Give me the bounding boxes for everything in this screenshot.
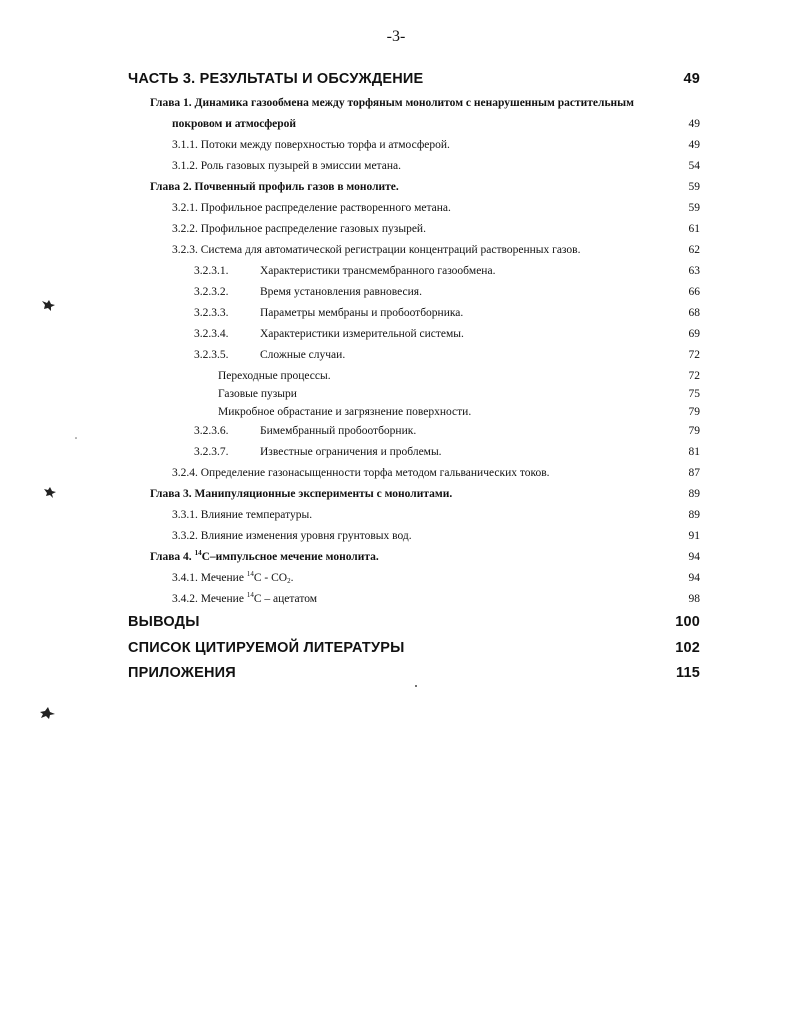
toc-3-2-3-7-title: Известные ограничения и проблемы. [260, 446, 442, 458]
toc-sub-fouling-title: Микробное обрастание и загрязнение поверхности. [218, 406, 472, 418]
toc-3-2-4-page: 87 [688, 467, 700, 479]
toc-3-2-4-title: 3.2.4. Определение газонасыщенности торфа методом гальванических токов. [172, 467, 550, 479]
toc-ch2-page: 59 [688, 181, 700, 193]
toc-3-2-3-1-title: Характеристики трансмембранного газообмена. [260, 265, 496, 277]
toc-3-2-3-1-page: 63 [688, 265, 700, 277]
toc-appendices-title: ПРИЛОЖЕНИЯ [128, 665, 236, 681]
toc-3-2-3-page: 62 [688, 244, 700, 256]
toc-ch4-prefix: Глава 4. [150, 551, 195, 563]
toc-ch4-page: 94 [688, 551, 700, 563]
scan-speck [42, 300, 55, 311]
toc-ch1-title-line1: Глава 1. Динамика газообмена между торфяным монолитом с ненарушенным растительным [150, 97, 634, 109]
toc-3-2-1-page: 59 [688, 202, 700, 214]
toc-3-2-3-3-number: 3.2.3.3. [194, 307, 229, 319]
toc-3-2-3-3-page: 68 [688, 307, 700, 319]
toc-3-4-2-isotope: 14 [246, 591, 254, 599]
toc-3-4-1-subscript: 2 [287, 577, 291, 585]
toc-3-4-1-mid: C - CO [253, 572, 288, 584]
toc-ch4-isotope: 14 [194, 549, 202, 557]
toc-3-2-3-5-number: 3.2.3.5. [194, 349, 229, 361]
toc-3-3-2-page: 91 [688, 530, 700, 542]
toc-conclusions-title: ВЫВОДЫ [128, 614, 200, 630]
toc-ch2-title: Глава 2. Почвенный профиль газов в монолите. [150, 181, 399, 193]
toc-3-2-3-4-title: Характеристики измерительной системы. [260, 328, 464, 340]
toc-3-3-1-title: 3.3.1. Влияние температуры. [172, 509, 313, 521]
toc-3-1-1-title: 3.1.1. Потоки между поверхностью торфа и атмосферой. [172, 139, 450, 151]
toc-3-4-1-suffix: . [290, 572, 294, 584]
scan-speck [44, 487, 56, 498]
toc-ch4-suffix: C–импульсное мечение монолита. [201, 551, 379, 563]
toc-3-4-1-prefix: 3.4.1. Мечение [172, 572, 247, 584]
toc-sub-transient-title: Переходные процессы. [218, 370, 331, 382]
toc-3-2-3-6-number: 3.2.3.6. [194, 425, 229, 437]
scan-speck [40, 707, 55, 719]
toc-3-2-3-6-title: Бимембранный пробоотборник. [260, 425, 417, 437]
toc-ch3-title: Глава 3. Манипуляционные эксперименты с монолитами. [150, 488, 453, 500]
toc-3-2-3-2-number: 3.2.3.2. [194, 286, 229, 298]
toc-3-2-3-4-page: 69 [688, 328, 700, 340]
toc-3-1-2-title: 3.1.2. Роль газовых пузырей в эмиссии метана. [172, 160, 401, 172]
toc-references-title: СПИСОК ЦИТИРУЕМОЙ ЛИТЕРАТУРЫ [128, 640, 405, 656]
toc-3-2-3-2-page: 66 [688, 286, 700, 298]
toc-3-2-1-title: 3.2.1. Профильное распределение растворенного метана. [172, 202, 451, 214]
toc-sub-bubbles-page: 75 [688, 388, 700, 400]
toc-3-3-2-title: 3.3.2. Влияние изменения уровня грунтовых вод. [172, 530, 412, 542]
toc-3-2-3-title: 3.2.3. Система для автоматической регистрации концентраций растворенных газов. [172, 244, 581, 256]
toc-3-2-3-5-page: 72 [688, 349, 700, 361]
toc-3-2-3-7-page: 81 [688, 446, 700, 458]
toc-3-2-3-7-number: 3.2.3.7. [194, 446, 229, 458]
toc-sub-fouling-page: 79 [688, 406, 700, 418]
page-number: -3- [386, 28, 406, 45]
toc-3-4-2-page: 98 [688, 593, 700, 605]
toc-3-3-1-page: 89 [688, 509, 700, 521]
toc-3-2-3-6-page: 79 [688, 425, 700, 437]
toc-sub-bubbles-title: Газовые пузыри [218, 388, 297, 400]
toc-3-2-3-4-number: 3.2.3.4. [194, 328, 229, 340]
toc-ch1-page: 49 [688, 118, 700, 130]
toc-part3-title: ЧАСТЬ 3. РЕЗУЛЬТАТЫ И ОБСУЖДЕНИЕ [128, 71, 424, 87]
toc-3-2-3-5-title: Сложные случаи. [260, 349, 346, 361]
toc-3-2-3-3-title: Параметры мембраны и пробоотборника. [260, 307, 464, 319]
toc-3-4-1-page: 94 [688, 572, 700, 584]
scan-speck [75, 437, 77, 439]
scan-speck [415, 685, 417, 687]
toc-sub-transient-page: 72 [688, 370, 700, 382]
toc-ch3-page: 89 [688, 488, 700, 500]
toc-conclusions-page: 100 [675, 614, 700, 630]
toc-3-1-2-page: 54 [688, 160, 700, 172]
toc-part3-page: 49 [683, 71, 700, 87]
toc-3-2-2-title: 3.2.2. Профильное распределение газовых пузырей. [172, 223, 426, 235]
toc-3-1-1-page: 49 [688, 139, 700, 151]
toc-3-2-2-page: 61 [688, 223, 700, 235]
toc-ch1-title-line2: покровом и атмосферой [172, 118, 297, 130]
toc-3-4-2-prefix: 3.4.2. Мечение [172, 593, 247, 605]
toc-3-4-2-suffix: C – ацетатом [253, 593, 318, 605]
toc-appendices-page: 115 [676, 665, 700, 681]
toc-references-page: 102 [675, 640, 700, 656]
toc-3-2-3-2-title: Время установления равновесия. [260, 286, 422, 298]
toc-3-4-1-isotope: 14 [246, 570, 254, 578]
toc-3-2-3-1-number: 3.2.3.1. [194, 265, 229, 277]
